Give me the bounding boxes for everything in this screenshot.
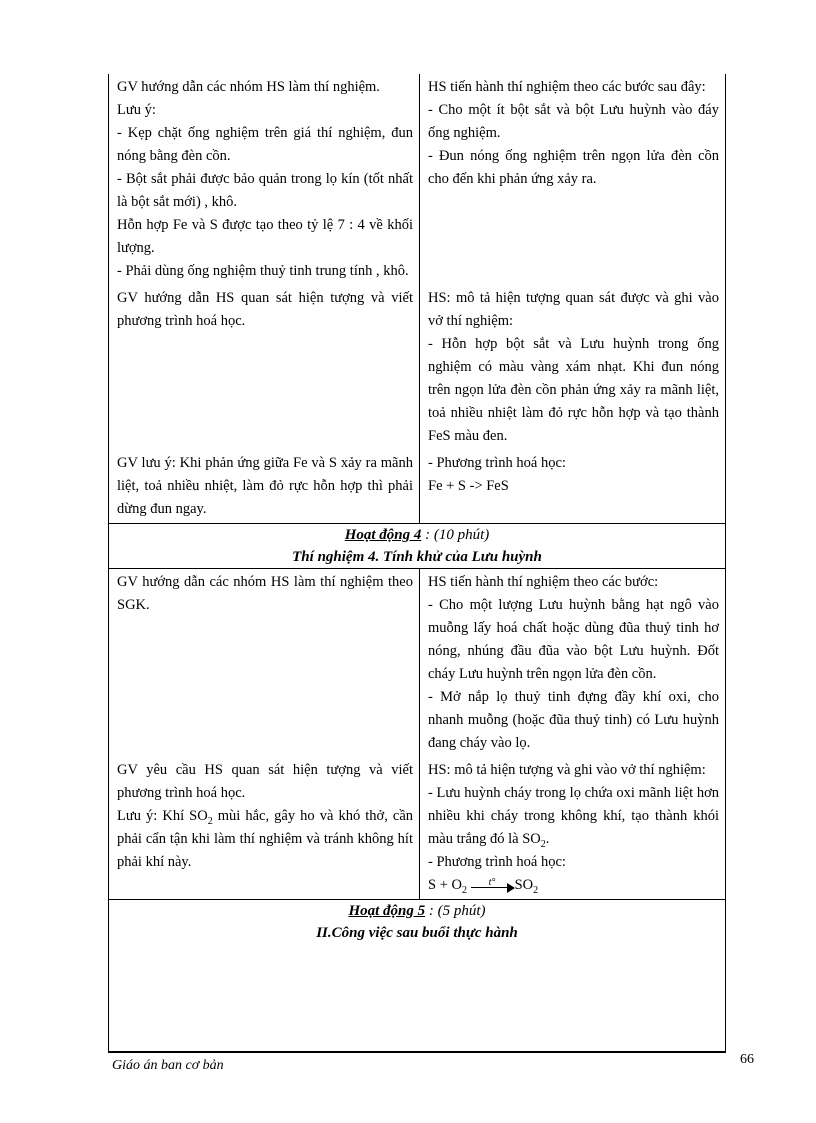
teacher-text: - Bột sắt phải được bảo quản trong lọ kín (tốt nhất là bột sắt mới) , khô. — [117, 171, 413, 210]
teacher-column-cell — [109, 569, 420, 757]
chemical-equation: Fe + S -> FeS — [428, 478, 509, 494]
student-text: - Phương trình hoá học: — [428, 854, 566, 870]
subscript: 2 — [533, 884, 539, 896]
teacher-text: GV yêu cầu HS quan sát hiện tượng và viết phương trình hoá học. — [117, 762, 413, 801]
activity-5-heading — [109, 899, 725, 922]
student-text: - Đun nóng ống nghiệm trên ngọn lửa đèn cồn cho đến khi phản ứng xảy ra. — [428, 148, 719, 187]
activity-4-time: : (10 phút) — [425, 527, 490, 543]
lesson-table — [108, 74, 726, 1052]
footer-text: Giáo án ban cơ bản — [112, 1058, 224, 1073]
teacher-text: Hỗn hợp Fe và S được tạo theo tỷ lệ 7 : 4 về khối lượng. — [117, 217, 413, 256]
teacher-column-cell — [109, 450, 420, 523]
teacher-text: GV hướng dẫn HS quan sát hiện tượng và viết phương trình hoá học. — [117, 290, 413, 329]
student-column-cell — [420, 757, 725, 899]
student-column-cell — [420, 285, 725, 450]
reaction-arrow-icon — [471, 876, 515, 891]
student-text: - Hỗn hợp bột sắt và Lưu huỳnh trong ống nghiệm có màu vàng xám nhạt. Khi đun nóng trên ngọn lửa đèn cồn phản ứng xảy ra mãnh liệt, toả nhiều nhiệt làm đỏ rực hỗn hợp và tạo thành FeS màu đen. — [428, 336, 719, 444]
student-text: HS: mô tả hiện tượng và ghi vào vở thí nghiệm: — [428, 762, 706, 778]
teacher-column-cell — [109, 74, 420, 285]
teacher-note-part: Lưu ý: Khí SO — [117, 808, 208, 824]
teacher-column-cell — [109, 757, 420, 899]
student-column-cell — [420, 569, 725, 757]
student-text-part: . — [545, 831, 550, 847]
teacher-text: Lưu ý: — [117, 102, 156, 118]
student-text — [428, 782, 719, 851]
subscript: 2 — [461, 884, 467, 896]
activity-5-title: Hoạt động 5 — [348, 903, 426, 919]
teacher-column-cell — [109, 285, 420, 450]
student-text: - Mở nắp lọ thuỷ tinh đựng đầy khí oxi, cho nhanh muỗng (hoặc đũa thuỷ tinh) có Lưu huỳnh đang cháy vào lọ. — [428, 689, 719, 751]
teacher-text: - Kẹp chặt ống nghiệm trên giá thí nghiệm, đun nóng bằng đèn cồn. — [117, 125, 413, 164]
chemical-equation — [428, 874, 719, 897]
student-column-cell — [420, 450, 725, 523]
student-column-cell — [420, 74, 725, 285]
teacher-note — [117, 805, 413, 874]
student-text: HS: mô tả hiện tượng quan sát được và ghi vào vở thí nghiệm: — [428, 290, 719, 329]
activity-5-time: : (5 phút) — [428, 903, 486, 919]
subscript: 2 — [207, 815, 213, 827]
table-row — [109, 285, 725, 450]
heat-label: t° — [488, 876, 496, 888]
subscript: 2 — [540, 838, 546, 850]
table-row — [109, 568, 725, 757]
student-text: HS tiến hành thí nghiệm theo các bước sau đây: — [428, 79, 706, 95]
activity-4-subtitle: Thí nghiệm 4. Tính khử của Lưu huỳnh — [292, 549, 542, 565]
student-text: - Cho một ít bột sắt và bột Lưu huỳnh vào đáy ống nghiệm. — [428, 102, 719, 141]
table-row — [109, 757, 725, 899]
footer-rule — [108, 1052, 726, 1053]
teacher-text: GV lưu ý: Khi phản ứng giữa Fe và S xảy ra mãnh liệt, toả nhiều nhiệt, làm đỏ rực hỗn hợp thì phải dừng đun ngay. — [117, 455, 413, 517]
table-row — [109, 450, 725, 523]
activity-4-title: Hoạt động 4 — [344, 527, 422, 543]
equation-product: SO — [514, 877, 534, 893]
table-row — [109, 74, 725, 285]
teacher-note-part: mùi hắc, gây ho và khó thở, cần phải cẩn tận khi làm thí nghiệm và tránh không hít phải khí này. — [117, 808, 414, 870]
activity-4-heading — [109, 523, 725, 546]
page-number: 66 — [740, 1052, 754, 1067]
teacher-text: GV hướng dẫn các nhóm HS làm thí nghiệm. — [117, 79, 380, 95]
student-text-part: - Lưu huỳnh cháy trong lọ chứa oxi mãnh liệt hơn nhiều khi cháy trong không khí, tạo thành khói màu trắng đó là SO — [428, 785, 719, 847]
student-text: - Cho một lượng Lưu huỳnh bằng hạt ngô vào muỗng lấy hoá chất hoặc dùng đũa thuỷ tinh hơ nóng, nhúng đầu đũa vào bột Lưu huỳnh. Đốt cháy Lưu huỳnh trên ngọn lửa đèn cồn. — [428, 597, 719, 682]
student-text: - Phương trình hoá học: — [428, 455, 566, 471]
student-text: HS tiến hành thí nghiệm theo các bước: — [428, 574, 659, 590]
equation-reactants: S + O — [428, 877, 462, 893]
teacher-text: GV hướng dẫn các nhóm HS làm thí nghiệm theo SGK. — [117, 574, 413, 613]
teacher-text: - Phải dùng ống nghiệm thuỷ tinh trung tính , khô. — [117, 263, 409, 279]
activity-5-subtitle: II.Công việc sau buổi thực hành — [316, 925, 518, 941]
